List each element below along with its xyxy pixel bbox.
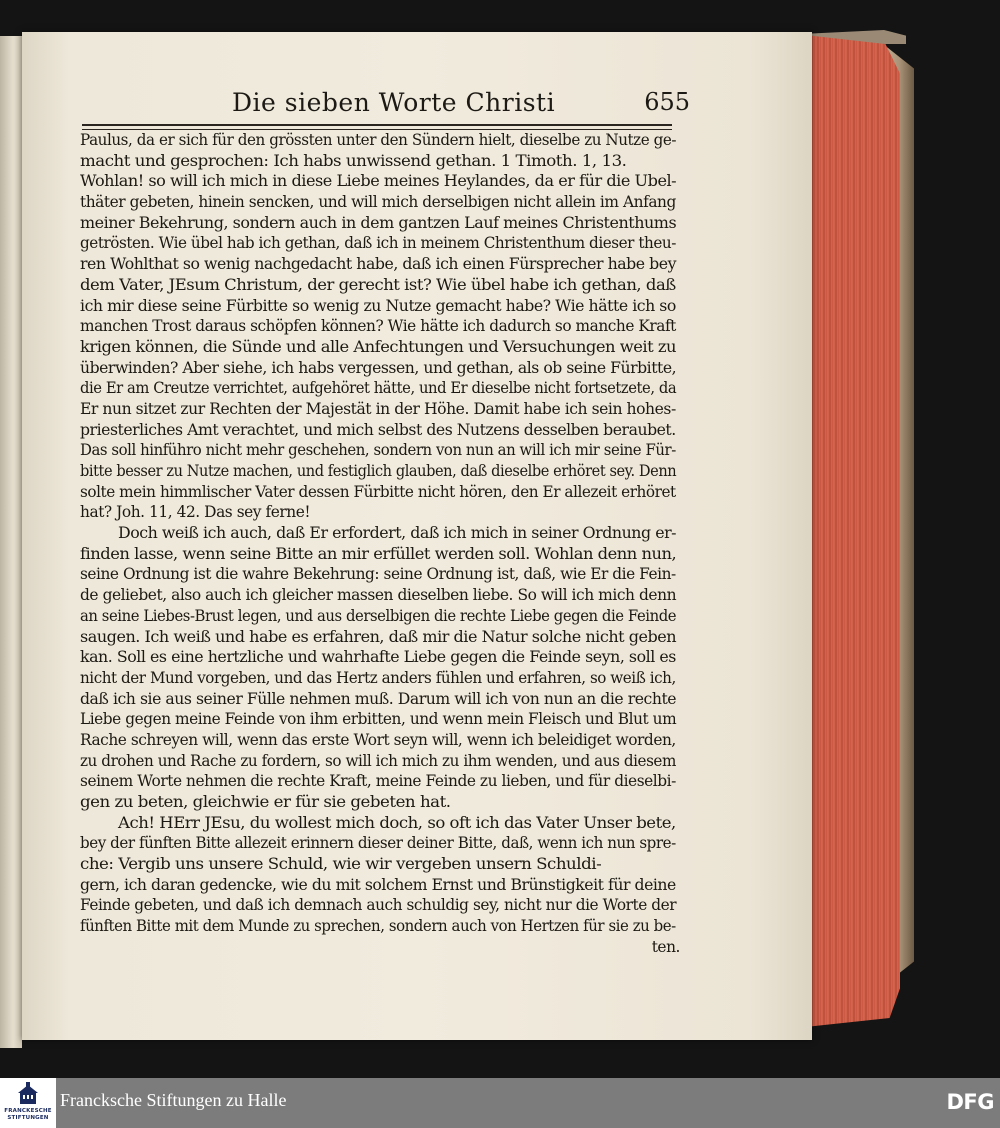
logo-caption <box>2 1108 54 1121</box>
text-line: meiner Bekehrung, sondern auch in dem gantzen Lauf meines Christenthums <box>80 213 677 232</box>
text-line: daß ich sie aus seiner Fülle nehmen muß. Darum will ich von nun an die rechte <box>80 689 677 708</box>
text-line: bitte besser zu Nutze machen, und festiglich glauben, daß dieselbe erhöret sey. Denn <box>80 462 677 480</box>
text-line: bey der fünften Bitte allezeit erinnern dieser deiner Bitte, daß, wenn ich nun spre- <box>80 834 676 853</box>
text-line: hat? Joh. 11, 42. Das sey ferne! <box>80 503 311 522</box>
body-text <box>80 130 680 958</box>
text-line: finden lasse, wenn seine Bitte an mir erfüllet werden soll. Wohlan denn nun, <box>80 544 677 563</box>
text-line: che: Vergib uns unsere Schuld, wie wir vergeben unsern Schuldi- <box>80 855 602 874</box>
text-line: seine Ordnung ist die wahre Bekehrung: seine Ordnung ist, daß, wie Er die Fein- <box>80 565 676 584</box>
text-line: de geliebet, also auch ich gleicher massen dieselben liebe. So will ich mich denn <box>80 586 677 605</box>
institution-logo[interactable] <box>0 1078 56 1128</box>
text-line: gern, ich daran gedencke, wie du mit solchem Ernst und Brünstigkeit für deine <box>80 875 676 894</box>
text-line: Das soll hinführo nicht mehr geschehen, sondern von nun an will ich mir seine Für- <box>80 441 676 460</box>
text-line: Ach! HErr JEsu, du wollest mich doch, so oft ich das Vater Unser bete, <box>118 813 676 832</box>
text-line: seinem Worte nehmen die rechte Kraft, meine Feinde zu lieben, und für dieselbi- <box>80 772 676 791</box>
text-line: kan. Soll es eine hertzliche und wahrhafte Liebe gegen die Feinde seyn, soll es <box>80 648 676 667</box>
text-line: fünften Bitte mit dem Munde zu sprechen, sondern auch von Hertzen für sie zu be- <box>80 917 676 936</box>
text-line: ich mir diese seine Fürbitte so wenig zu Nutze gemacht habe? Wie hätte ich so <box>80 296 676 315</box>
text-line: priesterliches Amt verachtet, und mich selbst des Nutzens desselben beraubet. <box>80 420 676 439</box>
text-line: Doch weiß ich auch, daß Er erfordert, daß ich mich in seiner Ordnung er- <box>118 524 677 543</box>
text-line: ten. <box>651 937 680 956</box>
building-icon <box>17 1082 39 1106</box>
text-line: zu drohen und Rache zu fordern, so will ich mich zu ihm wenden, und aus diesem <box>80 751 676 770</box>
text-line: überwinden? Aber siehe, ich habs vergessen, und gethan, als ob seine Fürbitte, <box>80 358 677 377</box>
text-line: getrösten. Wie übel hab ich gethan, daß ich in meinem Christenthum dieser theu- <box>80 234 676 253</box>
left-page-edge <box>0 36 22 1048</box>
text-line: Wohlan! so will ich mich in diese Liebe meines Heylandes, da er für die Ubel- <box>80 172 677 191</box>
text-line: dem Vater, JEsum Christum, der gerecht ist? Wie übel habe ich gethan, daß <box>80 275 676 294</box>
running-head: Die sieben Worte Christi <box>232 88 556 117</box>
text-line: nicht der Mund vorgeben, und das Hertz anders fühlen und erfahren, so weiß ich, <box>80 668 676 687</box>
text-line: manchen Trost daraus schöpfen können? Wie hätte ich dadurch so manche Kraft <box>80 317 676 336</box>
text-line: macht und gesprochen: Ich habs unwissend gethan. 1 Timoth. 1, 13. <box>80 151 627 170</box>
page-number: 655 <box>644 88 690 116</box>
text-line: Rache schreyen will, wenn das erste Wort seyn will, wenn ich beleidiget worden, <box>80 730 676 749</box>
text-line: die Er am Creutze verrichtet, aufgehöret hätte, und Er dieselbe nicht fortsetzete, da <box>80 379 677 398</box>
text-line: Paulus, da er sich für den grössten unter den Sündern hielt, dieselbe zu Nutze ge- <box>80 131 677 149</box>
text-line: gen zu beten, gleichwie er für sie gebeten hat. <box>80 793 451 811</box>
text-line: an seine Liebes-Brust legen, und aus derselbigen die rechte Liebe gegen die Feinde <box>80 606 677 625</box>
text-line: ren Wohlthat so wenig nachgedacht habe, daß ich einen Fürsprecher habe bey <box>80 255 677 274</box>
text-line: Liebe gegen meine Feinde von ihm erbitten, und wenn mein Fleisch und Blut um <box>80 710 677 729</box>
text-line: Feinde gebeten, und daß ich demnach auch schuldig sey, nicht nur die Worte der <box>80 896 677 915</box>
text-line: solte mein himmlischer Vater dessen Fürbitte nicht hören, den Er allezeit erhöret <box>80 482 676 501</box>
text-line: Er nun sitzet zur Rechten der Majestät in der Höhe. Damit habe ich sein hohes- <box>80 399 676 418</box>
dfg-logo[interactable]: DFG <box>946 1090 994 1114</box>
text-line: saugen. Ich weiß und habe es erfahren, daß mir die Natur solche nicht geben <box>80 627 677 646</box>
logo-caption-line: STIFTUNGEN <box>7 1114 49 1121</box>
text-line: thäter gebeten, hinein sencken, und will mich derselbigen nicht allein im Anfang <box>80 193 676 212</box>
text-line: krigen können, die Sünde und alle Anfechtungen und Versuchungen weit zu <box>80 337 677 356</box>
institution-name[interactable]: Francksche Stiftungen zu Halle <box>60 1090 287 1110</box>
logo-caption-line: FRANCKESCHE <box>4 1108 52 1114</box>
